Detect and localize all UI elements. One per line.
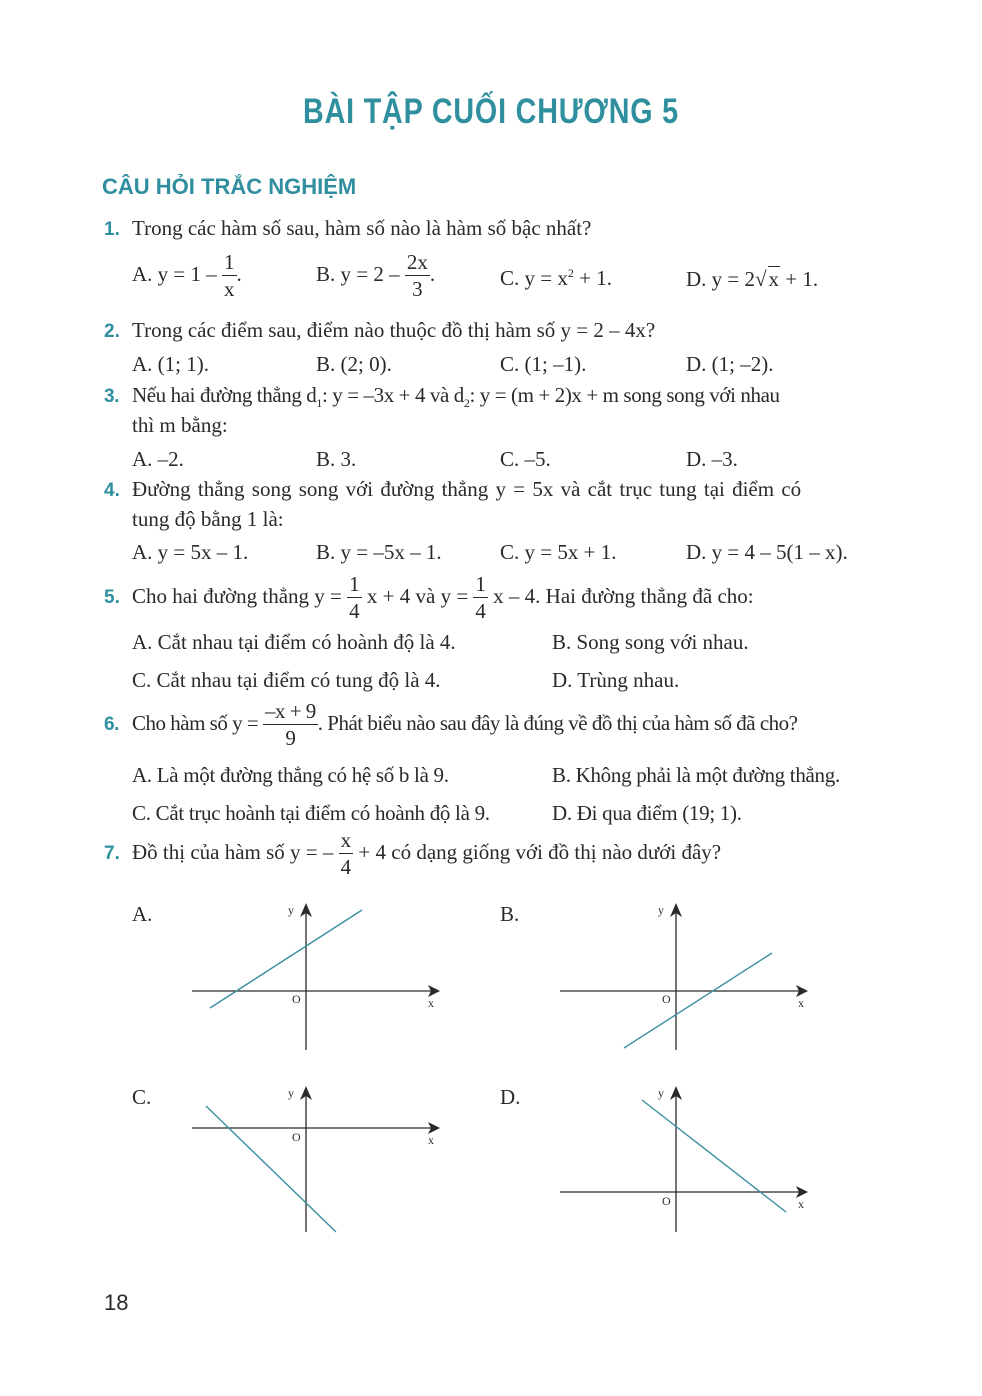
y-label: y: [288, 1086, 294, 1100]
q5-option-b: B. Song song với nhau.: [552, 630, 749, 654]
question-text: Trong các điểm sau, điểm nào thuộc đồ thị hàm số y = 2 – 4x?: [132, 318, 656, 342]
x-label: x: [428, 996, 434, 1010]
graph-a: [192, 903, 440, 1050]
y-label: y: [658, 1086, 664, 1100]
question-text: + 4 có dạng giống với đồ thị nào dưới đây?: [358, 839, 722, 864]
x-label: x: [428, 1133, 434, 1147]
graph-line: [624, 953, 772, 1048]
origin-label: O: [662, 1194, 671, 1208]
question-text: Nếu hai đường thẳng d: [132, 383, 317, 407]
numerator: –x + 9: [264, 699, 316, 723]
question-text: . Phát biểu nào sau đây là đúng về đồ thị của hàm số đã cho?: [317, 710, 798, 735]
question-number: 1.: [104, 219, 120, 240]
option-text: C. y = x: [500, 266, 568, 290]
y-label: y: [288, 903, 294, 917]
question-number: 6.: [104, 713, 119, 735]
graph-label-c: C.: [132, 1085, 152, 1109]
graph-line: [206, 1106, 336, 1232]
numerator: 1: [349, 572, 360, 596]
q6-option-a: A. Là một đường thẳng có hệ số b là 9.: [132, 763, 449, 787]
denominator: 4: [349, 599, 360, 623]
origin-label: O: [292, 992, 301, 1006]
q3-option-a: A. –2.: [132, 447, 184, 471]
denominator: 4: [340, 855, 352, 879]
q2-option-d: D. (1; –2).: [686, 352, 774, 376]
numerator: 2x: [406, 250, 428, 274]
q4-option-d: D. y = 4 – 5(1 – x).: [686, 540, 848, 564]
option-text: + 1.: [780, 267, 819, 291]
numerator: x: [340, 828, 352, 852]
graph-label-a: A.: [132, 902, 153, 926]
q5-option-d: D. Trùng nhau.: [552, 668, 680, 692]
denominator: 4: [475, 599, 486, 623]
subscript: 2: [463, 396, 470, 411]
numerator: 1: [224, 250, 235, 274]
q6-option-c: C. Cắt trục hoành tại điểm có hoành độ là 9.: [132, 801, 490, 825]
denominator: x: [224, 277, 235, 301]
question-number: 2.: [104, 321, 120, 342]
q2-option-c: C. (1; –1).: [500, 352, 587, 376]
option-text: .: [429, 261, 436, 286]
q4-option-b: B. y = –5x – 1.: [316, 540, 442, 564]
q2-option-a: A. (1; 1).: [132, 352, 209, 376]
q6-option-d: D. Đi qua điểm (19; 1).: [552, 801, 742, 825]
graph-c: [192, 1086, 440, 1232]
question-number: 7.: [104, 842, 120, 864]
graph-line: [210, 910, 362, 1008]
q4-option-c: C. y = 5x + 1.: [500, 540, 617, 564]
question-text: x + 4 và y =: [366, 583, 469, 608]
question-text: Đường thẳng song song với đường thẳng y = 5x và cắt trục tung tại điểm có: [132, 477, 802, 501]
question-number: 5.: [104, 586, 120, 608]
graph-label-d: D.: [500, 1085, 521, 1109]
denominator: 3: [412, 277, 423, 301]
question-text: Đồ thị của hàm số y = –: [132, 839, 334, 864]
x-label: x: [798, 1197, 804, 1211]
graph-b: [560, 903, 808, 1050]
section-heading: CÂU HỎI TRẮC NGHIỆM: [102, 174, 357, 199]
question-3-line-2: thì m bằng:: [132, 413, 228, 437]
question-number: 4.: [104, 480, 120, 501]
origin-label: O: [292, 1130, 301, 1144]
option-text: A. y = 1 –: [132, 261, 217, 286]
numerator: 1: [475, 572, 486, 596]
page-number: 18: [104, 1290, 129, 1315]
q2-option-b: B. (2; 0).: [316, 352, 392, 376]
option-text: + 1.: [573, 266, 612, 290]
q1-option-d: D. y = 2√x + 1.: [686, 267, 819, 291]
q6-option-b: B. Không phải là một đường thẳng.: [552, 763, 840, 787]
graph-label-b: B.: [500, 902, 520, 926]
q3-option-c: C. –5.: [500, 447, 551, 471]
q3-option-b: B. 3.: [316, 447, 357, 471]
option-text: .: [236, 261, 242, 286]
q4-option-a: A. y = 5x – 1.: [132, 540, 249, 564]
question-text: x – 4. Hai đường thẳng đã cho:: [493, 583, 754, 608]
exponent: 2: [567, 266, 574, 280]
subscript: 1: [316, 396, 322, 411]
origin-label: O: [662, 992, 671, 1006]
denominator: 9: [285, 726, 296, 750]
question-text: Cho hàm số y =: [132, 710, 259, 735]
question-number: 3.: [104, 386, 120, 407]
radicand: x: [768, 267, 780, 291]
question-text: Trong các hàm số sau, hàm số nào là hàm số bậc nhất?: [132, 216, 592, 240]
x-label: x: [798, 996, 804, 1010]
page-title: BÀI TẬP CUỐI CHƯƠNG 5: [303, 92, 679, 131]
graph-d: [560, 1086, 808, 1232]
q5-option-a: A. Cắt nhau tại điểm có hoành độ là 4.: [132, 630, 456, 654]
q3-option-d: D. –3.: [686, 447, 738, 471]
y-label: y: [658, 903, 664, 917]
option-text: B. y = 2 –: [316, 261, 400, 286]
question-text: Cho hai đường thẳng y =: [132, 583, 342, 608]
q5-option-c: C. Cắt nhau tại điểm có tung độ là 4.: [132, 668, 441, 692]
option-text: D. y = 2: [686, 267, 756, 291]
question-text: : y = (m + 2)x + m song song với nhau: [469, 383, 780, 407]
question-text: : y = –3x + 4 và d: [322, 383, 464, 407]
question-4-line-2: tung độ bằng 1 là:: [132, 507, 284, 531]
